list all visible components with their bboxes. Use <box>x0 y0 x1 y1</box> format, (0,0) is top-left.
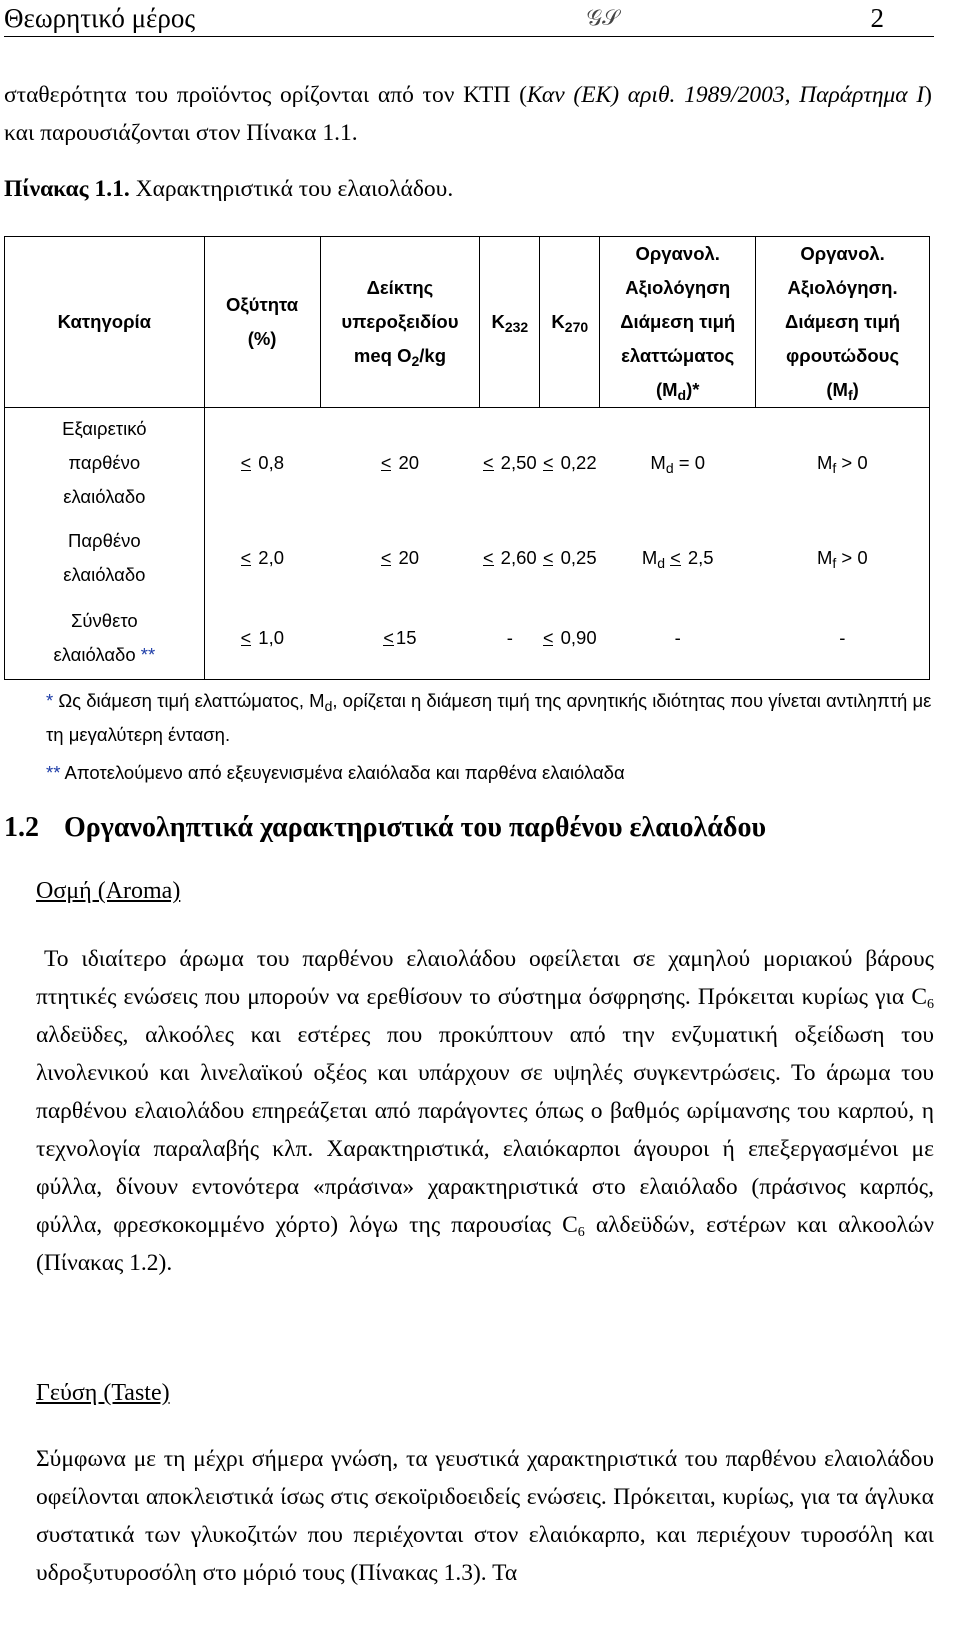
header-title: Θεωρητικό μέρος <box>4 2 196 33</box>
col-header-defect-median: Οργανολ. Αξιολόγηση Διάμεση τιμή ελαττώματος $(M_d)*$ <box>600 237 756 408</box>
aroma-paragraph: Το ιδιαίτερο άρωμα του παρθένου ελαιολάδου οφείλεται σε χαμηλού μοριακού βάρους πτητικές ενώσεις που μπορούν να ερεθίσουν το σύστημα όσφρησης. Πρόκειται κυρίως για $C_6$ αλδεϋδες, αλκοόλες και εστέρες που προκύπτουν από την ενζυματική οξείδωση του λινολενικού και λινελαϊκού οξέος και υπάρχουν σε υψηλές συγκεντρώσεις. Το άρωμα του παρθένου ελαιολάδου επηρεάζεται από παράγοντες όπως ο βαθμός ωρίμανσης του καρπού, η τεχνολογία παραλαβής κλπ. Χαρακτηριστικά, ελαιόκαρποι άγουροι ή επεξεργασμένοι με φύλλα, δίνουν εντονότερα «πράσινα» χαρακτηριστικά στο ελαιόλαδο (πράσινος καρπός, φύλλα, φρεσκοκομμένο χόρτο) λόγω της παρουσίας $C_6$ αλδεϋδών, εστέρων και αλκοολών (Πίνακας 1.2). <box>36 946 934 1276</box>
table-row: Εξαιρετικό παρθένο ελαιόλαδο < 0,8 < 20 < 2,50 < 0,22 $M_d = 0$ $M_f > 0$ <box>5 408 930 518</box>
subheading-aroma: Οσμή (Aroma) <box>36 878 181 904</box>
footnote-single-star: * Ως διάμεση τιμή ελαττώματος, $M_d$, ορίζεται η διάμεση τιμή της αρνητικής ιδιότητας που γίνεται αντιληπτή με τη μεγαλύτερη ένταση. <box>46 690 932 745</box>
section-heading: 1.2 Οργανοληπτικά χαρακτηριστικά του παρθένου ελαιολάδου <box>4 812 766 843</box>
page-number: 2 <box>870 2 884 33</box>
table-header-row <box>5 237 930 408</box>
table-caption: Πίνακας 1.1. Χαρακτηριστικά του ελαιολάδου. <box>4 176 454 202</box>
col-header-peroxide: Δείκτης υπεροξειδίου meq $O_2/kg$ <box>320 237 480 408</box>
intro-paragraph: σταθερότητα του προϊόντος ορίζονται από τον ΚΤΠ (Καν (ΕΚ) αριθ. 1989/2003, Παράρτημα Ι) και παρουσιάζονται στον Πίνακα 1.1. <box>4 82 932 146</box>
col-header-acidity: Οξύτητα (%) <box>204 237 320 408</box>
subheading-taste: Γεύση (Taste) <box>36 1380 170 1406</box>
olive-oil-table <box>4 236 930 680</box>
row-category: Εξαιρετικό παρθένο ελαιόλαδο <box>5 408 205 518</box>
col-header-k270: $K_{270}$ <box>540 237 600 408</box>
col-header-k232: $K_{232}$ <box>480 237 540 408</box>
table-row: Σύνθετο ελαιόλαδο ** < 1,0 < 15 - < 0,90 - - <box>5 598 930 680</box>
row-category: Σύνθετο ελαιόλαδο ** <box>5 598 205 680</box>
ornament-icon: 𝒢𝒮 <box>586 5 620 30</box>
row-category: Παρθένο ελαιόλαδο <box>5 518 205 598</box>
col-header-fruity-median: Οργανολ. Αξιολόγηση. Διάμεση τιμή φρουτώδους $(M_f)$ <box>756 237 930 408</box>
table-row: Παρθένο ελαιόλαδο < 2,0 < 20 < 2,60 < 0,25 $M_d < 2,5$ $M_f > 0$ <box>5 518 930 598</box>
running-header <box>4 0 934 37</box>
footnote-double-star: ** Αποτελούμενο από εξευγενισμένα ελαιόλαδα και παρθένα ελαιόλαδα <box>46 762 625 783</box>
taste-paragraph: Σύμφωνα με τη μέχρι σήμερα γνώση, τα γευστικά χαρακτηριστικά του παρθένου ελαιολάδου οφείλονται αποκλειστικά ίσως στις σεκοϊριδοειδείς ενώσεις. Πρόκειται, κυρίως, για τα άγλυκα συστατικά των γλυκοζιτών που περιέχονται στον ελαιόκαρπο, και περιέχουν τυροσόλη και υδροξυτυροσόλη στο μόριό τους (Πίνακας 1.3). Τα <box>36 1446 934 1586</box>
col-header-category: Κατηγορία <box>5 237 205 408</box>
